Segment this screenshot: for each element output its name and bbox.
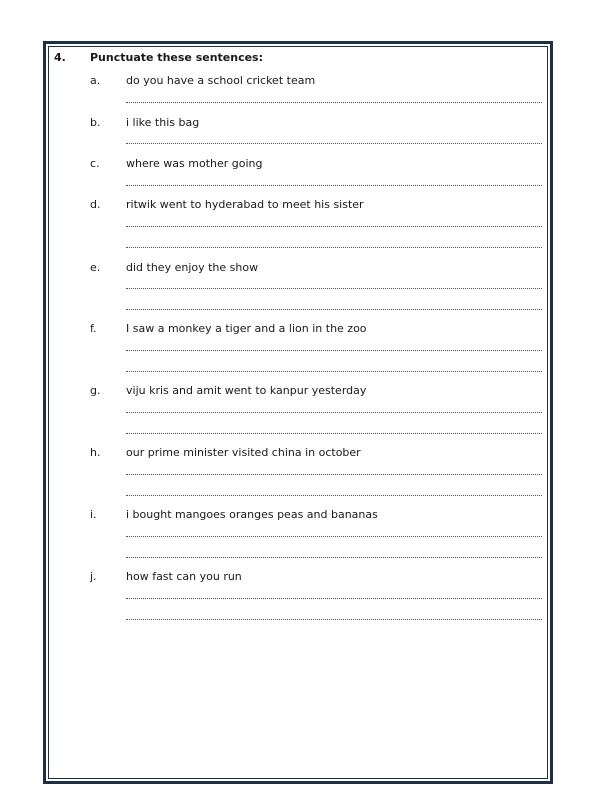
item-letter-h: h.: [90, 446, 101, 459]
answer-line[interactable]: [126, 433, 542, 434]
answer-line[interactable]: [126, 557, 542, 558]
item-letter-d: d.: [90, 198, 101, 211]
item-letter-b: b.: [90, 116, 101, 129]
answer-line[interactable]: [126, 102, 542, 103]
item-sentence-a: do you have a school cricket team: [126, 74, 316, 87]
item-letter-c: c.: [90, 157, 100, 170]
answer-line[interactable]: [126, 185, 542, 186]
item-letter-g: g.: [90, 384, 101, 397]
item-sentence-g: viju kris and amit went to kanpur yesterday: [126, 384, 367, 397]
answer-line[interactable]: [126, 598, 542, 599]
item-sentence-c: where was mother going: [126, 157, 263, 170]
item-sentence-j: how fast can you run: [126, 570, 242, 583]
item-sentence-d: ritwik went to hyderabad to meet his sister: [126, 198, 364, 211]
answer-line[interactable]: [126, 247, 542, 248]
question-title: Punctuate these sentences:: [90, 51, 264, 64]
answer-line[interactable]: [126, 309, 542, 310]
answer-line[interactable]: [126, 412, 542, 413]
item-letter-i: i.: [90, 508, 97, 521]
item-letter-f: f.: [90, 322, 97, 335]
question-number: 4.: [54, 51, 66, 64]
item-sentence-b: i like this bag: [126, 116, 200, 129]
item-sentence-i: i bought mangoes oranges peas and bananas: [126, 508, 378, 521]
answer-line[interactable]: [126, 226, 542, 227]
item-letter-a: a.: [90, 74, 101, 87]
answer-line[interactable]: [126, 536, 542, 537]
item-sentence-h: our prime minister visited china in october: [126, 446, 361, 459]
answer-line[interactable]: [126, 619, 542, 620]
answer-line[interactable]: [126, 143, 542, 144]
answer-line[interactable]: [126, 495, 542, 496]
answer-line[interactable]: [126, 474, 542, 475]
item-sentence-e: did they enjoy the show: [126, 261, 259, 274]
item-letter-e: e.: [90, 261, 101, 274]
answer-line[interactable]: [126, 288, 542, 289]
item-sentence-f: I saw a monkey a tiger and a lion in the zoo: [126, 322, 367, 335]
answer-line[interactable]: [126, 350, 542, 351]
answer-line[interactable]: [126, 371, 542, 372]
item-letter-j: j.: [90, 570, 97, 583]
